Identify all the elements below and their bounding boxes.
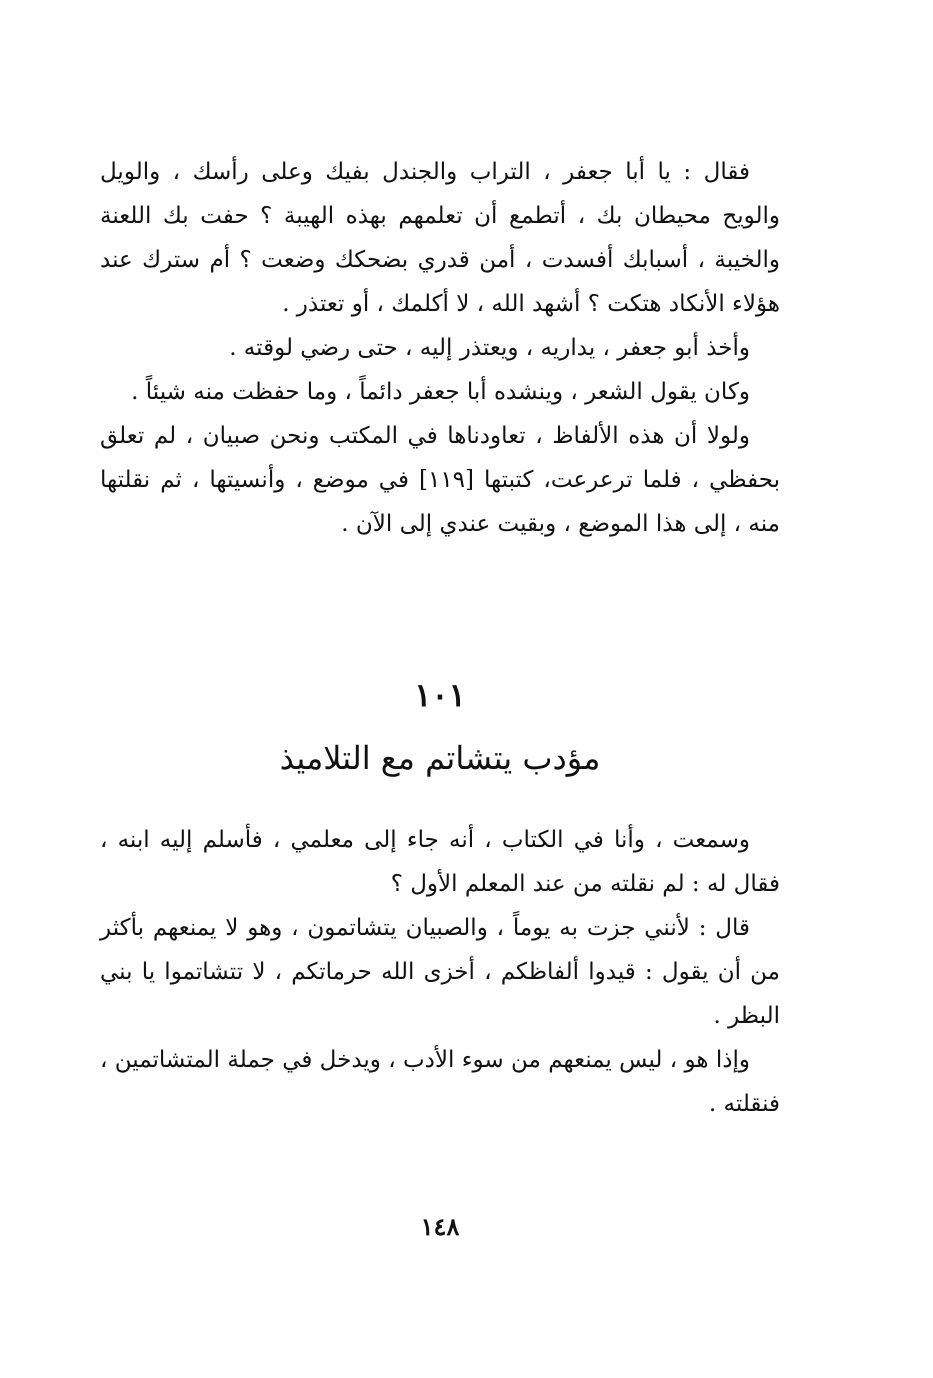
paragraph: فقال : يا أبا جعفر ، التراب والجندل بفيك وعلى رأسك ، والويل والويح محيطان بك ، أتطمع أن تعلمهم بهذه الهيبة ؟ حفت بك اللعنة والخيبة ، أسبابك أفسدت ، أمن قدري بضحكك وضعت ؟ أم سترك عند هؤلاء الأنكاد هتكت ؟ أشهد الله ، لا أكلمك ، أو تعتذر . xyxy=(100,159,780,317)
paragraph: ولولا أن هذه الألفاظ ، تعاودناها في المكتب ونحن صبيان ، لم تعلق بحفظي ، فلما ترعرعت، كتبتها [١١٩] في موضع ، وأنسيتها ، ثم نقلتها منه ، إلى هذا الموضع ، وبقيت عندي إلى الآن . xyxy=(100,423,781,537)
bottom-text-block xyxy=(100,818,780,1126)
paragraph: قال : لأنني جزت به يوماً ، والصبيان يتشاتمون ، وهو لا يمنعهم بأكثر من أن يقول : قيدوا ألفاظكم ، أخزى الله حرماتكم ، لا تتشاتموا يا بني البظر . xyxy=(100,915,780,1029)
paragraph: وإذا هو ، ليس يمنعهم من سوء الأدب ، ويدخل في جملة المتشاتمين ، فنقلته . xyxy=(100,1047,780,1117)
section-number: ١٠١ xyxy=(414,676,466,714)
paragraph: وسمعت ، وأنا في الكتاب ، أنه جاء إلى معلمي ، فأسلم إليه ابنه ، فقال له : لم نقلته من عند المعلم الأول ؟ xyxy=(100,827,780,897)
paragraph: وأخذ أبو جعفر ، يداريه ، ويعتذر إليه ، حتى رضي لوقته . xyxy=(229,335,750,361)
top-text-block xyxy=(100,150,780,546)
page-number: ١٤٨ xyxy=(420,1212,460,1241)
paragraph: وكان يقول الشعر ، وينشده أبا جعفر دائماً ، وما حفظت منه شيئاً . xyxy=(131,379,750,405)
section-title: مؤدب يتشاتم مع التلاميذ xyxy=(279,739,601,777)
